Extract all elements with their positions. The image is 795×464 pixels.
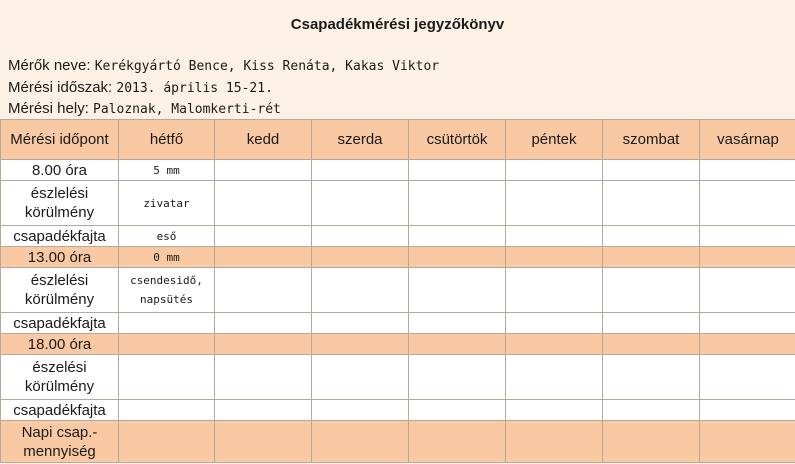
table-row [1,313,795,334]
cell-wednesday[interactable] [312,400,409,421]
cell-wednesday[interactable] [312,160,409,181]
cell-saturday[interactable] [603,313,700,334]
day-header-tuesday: kedd [215,120,312,160]
cell-tuesday[interactable] [215,334,312,355]
cell-friday[interactable] [506,160,603,181]
cell-thursday[interactable] [409,247,506,268]
cell-saturday[interactable] [603,400,700,421]
cell-thursday[interactable] [409,226,506,247]
cell-thursday[interactable] [409,160,506,181]
cell-saturday[interactable] [603,226,700,247]
page-title: Csapadékmérési jegyzőkönyv [290,16,505,33]
cell-thursday[interactable] [409,313,506,334]
precipitation-table [0,119,795,463]
period-line [8,79,273,96]
row-label: észelési körülmény [1,355,119,400]
cell-wednesday[interactable] [312,313,409,334]
cell-tuesday[interactable] [215,313,312,334]
cell-tuesday[interactable] [215,181,312,226]
cell-saturday[interactable] [603,160,700,181]
cell-thursday[interactable] [409,400,506,421]
table-row [1,268,795,313]
cell-friday[interactable] [506,247,603,268]
period-value[interactable]: 2013. április 15-21. [116,81,273,96]
place-label: Mérési hely: [8,100,89,117]
cell-friday[interactable] [506,355,603,400]
day-header-saturday: szombat [603,120,700,160]
cell-wednesday[interactable] [312,226,409,247]
cell-saturday[interactable] [603,334,700,355]
measurers-label: Mérők neve: [8,57,91,74]
cell-saturday[interactable] [603,181,700,226]
period-label: Mérési időszak: [8,79,113,96]
cell-wednesday[interactable] [312,421,409,463]
cell-tuesday[interactable] [215,355,312,400]
cell-sunday[interactable] [700,421,795,463]
cell-monday[interactable]: csendesidő, napsütés [119,268,215,313]
cell-monday[interactable]: 0 mm [119,247,215,268]
cell-friday[interactable] [506,400,603,421]
place-value[interactable]: Paloznak, Malomkerti-rét [93,102,281,117]
row-label: csapadékfajta [1,400,119,421]
cell-monday[interactable]: zivatar [119,181,215,226]
cell-sunday[interactable] [700,160,795,181]
row-label: Napi csap.-mennyiség [1,421,119,463]
cell-sunday[interactable] [700,313,795,334]
cell-friday[interactable] [506,334,603,355]
cell-wednesday[interactable] [312,247,409,268]
place-line [8,100,281,117]
cell-saturday[interactable] [603,355,700,400]
cell-tuesday[interactable] [215,268,312,313]
cell-tuesday[interactable] [215,421,312,463]
day-header-monday: hétfő [119,120,215,160]
table-row [1,181,795,226]
cell-thursday[interactable] [409,181,506,226]
measurers-line [8,57,439,74]
cell-sunday[interactable] [700,268,795,313]
cell-friday[interactable] [506,226,603,247]
cell-saturday[interactable] [603,268,700,313]
cell-saturday[interactable] [603,421,700,463]
cell-thursday[interactable] [409,268,506,313]
cell-tuesday[interactable] [215,400,312,421]
row-label: csapadékfajta [1,313,119,334]
row-label: észlelési körülmény [1,181,119,226]
cell-monday[interactable]: 5 mm [119,160,215,181]
cell-wednesday[interactable] [312,181,409,226]
cell-sunday[interactable] [700,181,795,226]
table-row [1,355,795,400]
cell-wednesday[interactable] [312,268,409,313]
table-row [1,421,795,463]
cell-tuesday[interactable] [215,226,312,247]
cell-monday[interactable] [119,334,215,355]
cell-sunday[interactable] [700,334,795,355]
cell-sunday[interactable] [700,226,795,247]
cell-thursday[interactable] [409,334,506,355]
table-row [1,160,795,181]
cell-monday[interactable] [119,313,215,334]
cell-wednesday[interactable] [312,334,409,355]
cell-sunday[interactable] [700,355,795,400]
corner-header: Mérési időpont [1,120,119,160]
cell-friday[interactable] [506,421,603,463]
cell-sunday[interactable] [700,400,795,421]
day-header-wednesday: szerda [312,120,409,160]
cell-monday[interactable] [119,355,215,400]
cell-wednesday[interactable] [312,355,409,400]
row-label: 18.00 óra [1,334,119,355]
cell-monday[interactable]: eső [119,226,215,247]
cell-friday[interactable] [506,313,603,334]
day-header-sunday: vasárnap [700,120,795,160]
measurers-value[interactable]: Kerékgyártó Bence, Kiss Renáta, Kakas Viktor [94,59,440,74]
row-label: észlelési körülmény [1,268,119,313]
day-header-thursday: csütörtök [409,120,506,160]
cell-tuesday[interactable] [215,247,312,268]
cell-friday[interactable] [506,181,603,226]
cell-monday[interactable] [119,400,215,421]
cell-sunday[interactable] [700,247,795,268]
table-row [1,226,795,247]
day-header-friday: péntek [506,120,603,160]
row-label: 13.00 óra [1,247,119,268]
cell-friday[interactable] [506,268,603,313]
cell-saturday[interactable] [603,247,700,268]
cell-thursday[interactable] [409,421,506,463]
row-label: csapadékfajta [1,226,119,247]
cell-monday[interactable] [119,421,215,463]
cell-tuesday[interactable] [215,160,312,181]
table-header-row [1,120,795,160]
table-row [1,400,795,421]
table-row [1,247,795,268]
cell-thursday[interactable] [409,355,506,400]
table-row [1,334,795,355]
row-label: 8.00 óra [1,160,119,181]
